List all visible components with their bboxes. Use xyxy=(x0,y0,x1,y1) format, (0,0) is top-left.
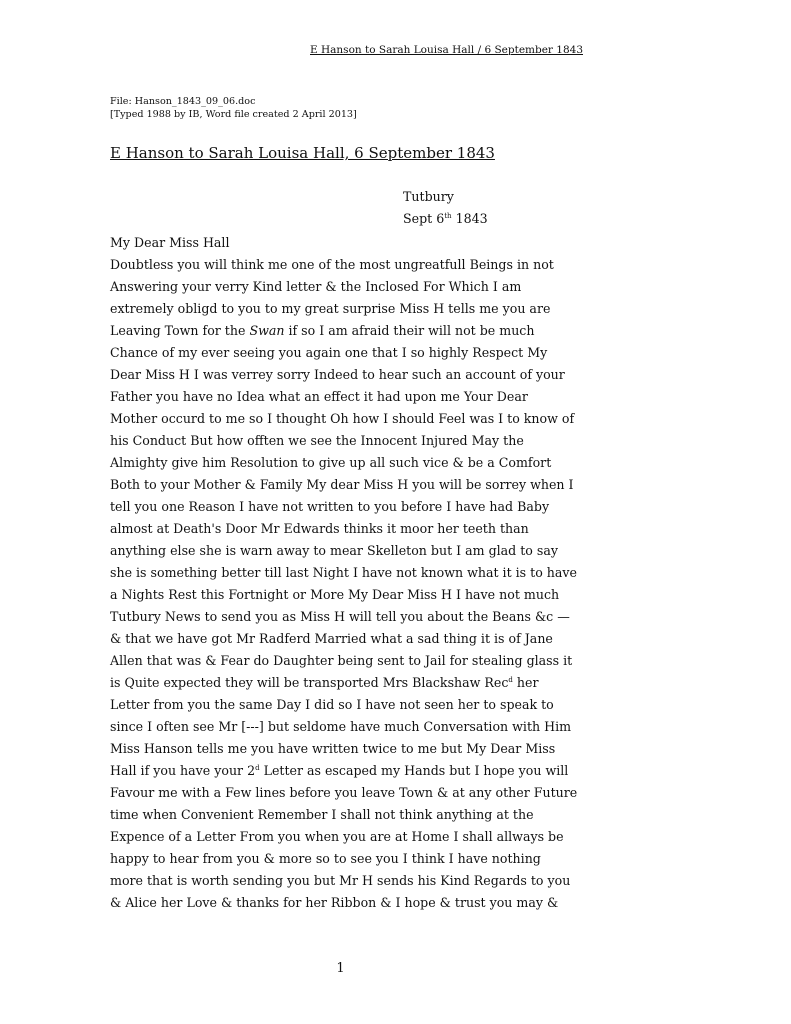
date-prefix: Sept 6 xyxy=(403,211,445,226)
letter-line: & that we have got Mr Radferd Married what a sad thing it is of Jane xyxy=(110,631,553,646)
letter-line: his Conduct But how offten we see the Innocent Injured May the xyxy=(110,433,524,448)
letter-line: tell you one Reason I have not written to you before I have had Baby xyxy=(110,499,550,514)
file-info xyxy=(110,95,357,121)
line-text: if so I am afraid their will not be much xyxy=(284,323,535,338)
line-text: Hall if you have your 2 xyxy=(110,763,256,778)
superscript: d xyxy=(255,763,260,772)
letter-line: Chance of my ever seeing you again one that I so highly Respect My xyxy=(110,345,548,360)
letter-place: Tutbury xyxy=(403,189,454,204)
letter-line: happy to hear from you & more so to see you I think I have nothing xyxy=(110,851,541,866)
salutation: My Dear Miss Hall xyxy=(110,235,230,250)
letter-body xyxy=(110,232,580,914)
date-year: 1843 xyxy=(455,211,488,226)
italic-text: Swan xyxy=(249,323,285,338)
line-text: her xyxy=(512,675,539,690)
letter-date xyxy=(403,211,488,226)
typed-note-line: [Typed 1988 by IB, Word file created 2 April 2013] xyxy=(110,109,357,120)
letter-line: Almighty give him Resolution to give up all such vice & be a Comfort xyxy=(110,455,552,470)
line-text: Letter as escaped my Hands but I hope you will xyxy=(259,763,569,778)
document-title: E Hanson to Sarah Louisa Hall, 6 September 1843 xyxy=(110,144,495,162)
letter-line xyxy=(110,672,580,694)
page-number: 1 xyxy=(336,961,345,976)
letter-line: Expence of a Letter From you when you are at Home I shall allways be xyxy=(110,829,564,844)
letter-line: almost at Death's Door Mr Edwards thinks it moor her teeth than xyxy=(110,521,529,536)
file-name-line: File: Hanson_1843_09_06.doc xyxy=(110,96,256,107)
letter-line: Allen that was & Fear do Daughter being sent to Jail for stealing glass it xyxy=(110,653,573,668)
letter-line: Miss Hanson tells me you have written twice to me but My Dear Miss xyxy=(110,741,556,756)
letter-line: more that is worth sending you but Mr H sends his Kind Regards to you xyxy=(110,873,571,888)
superscript: d xyxy=(508,675,513,684)
letter-line: Tutbury News to send you as Miss H will tell you about the Beans &c — xyxy=(110,609,570,624)
letter-line: & Alice her Love & thanks for her Ribbon & I hope & trust you may & xyxy=(110,895,559,910)
letter-line: Father you have no Idea what an effect it had upon me Your Dear xyxy=(110,389,528,404)
running-header: E Hanson to Sarah Louisa Hall / 6 September 1843 xyxy=(310,44,583,56)
letter-line: Dear Miss H I was verrey sorry Indeed to hear such an account of your xyxy=(110,367,565,382)
letter-line: she is something better till last Night I have not known what it is to have xyxy=(110,565,577,580)
letter-line xyxy=(110,320,580,342)
letter-line: time when Convenient Remember I shall not think anything at the xyxy=(110,807,534,822)
letter-line: Answering your verry Kind letter & the Inclosed For Which I am xyxy=(110,279,522,294)
letter-line xyxy=(110,760,580,782)
letter-line: Favour me with a Few lines before you leave Town & at any other Future xyxy=(110,785,578,800)
line-text: is Quite expected they will be transported Mrs Blackshaw Rec xyxy=(110,675,509,690)
date-superscript: th xyxy=(444,211,452,220)
letter-line: Letter from you the same Day I did so I have not seen her to speak to xyxy=(110,697,554,712)
line-text: Leaving Town for the xyxy=(110,323,250,338)
letter-line: extremely obligd to you to my great surprise Miss H tells me you are xyxy=(110,301,551,316)
letter-line: a Nights Rest this Fortnight or More My Dear Miss H I have not much xyxy=(110,587,560,602)
letter-line: anything else she is warn away to mear Skelleton but I am glad to say xyxy=(110,543,558,558)
letter-line: since I often see Mr [---] but seldome have much Conversation with Him xyxy=(110,719,572,734)
letter-line: Both to your Mother & Family My dear Miss H you will be sorrey when I xyxy=(110,477,574,492)
letter-line: Doubtless you will think me one of the most ungreatfull Beings in not xyxy=(110,257,554,272)
letter-line: Mother occurd to me so I thought Oh how I should Feel was I to know of xyxy=(110,411,575,426)
